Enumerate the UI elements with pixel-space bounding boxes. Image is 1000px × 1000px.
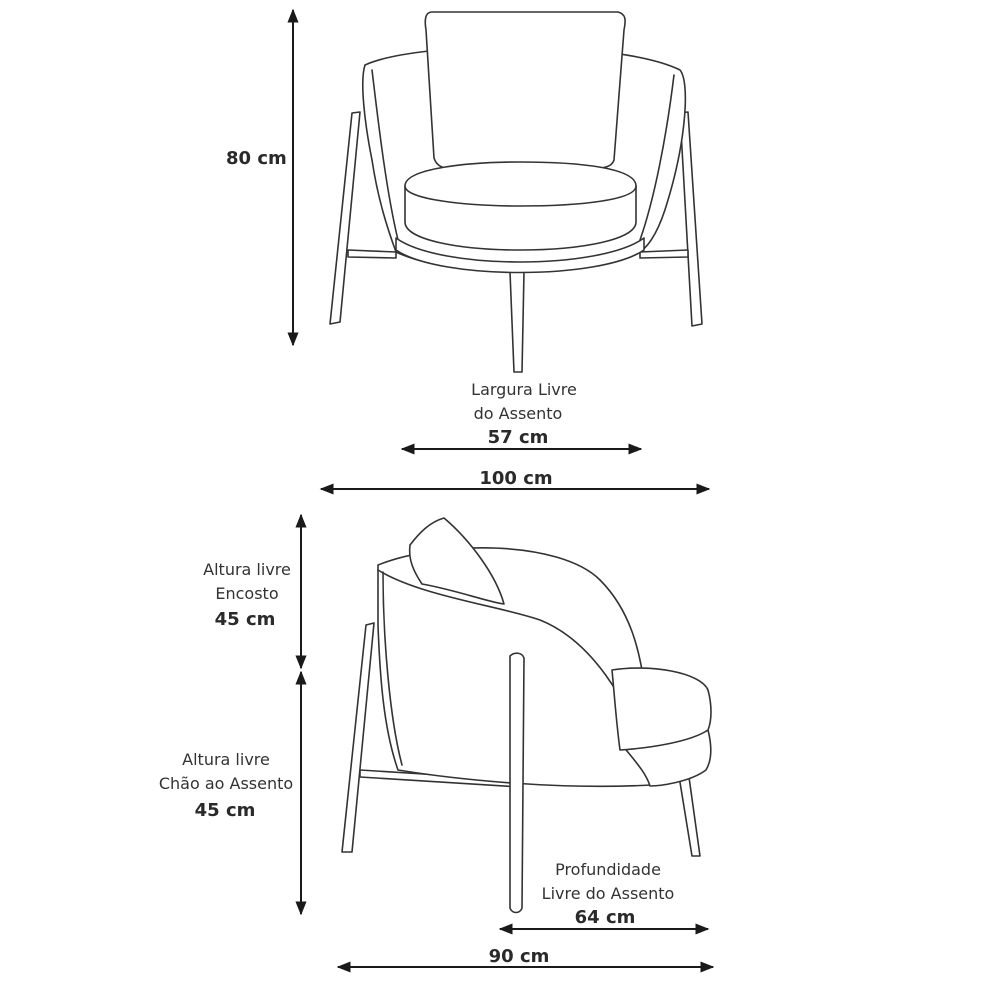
side-front-near-leg [510,653,524,912]
backrest-height-caption-line2: Encosto [215,584,279,603]
front-back-cushion [425,12,625,168]
front-center-leg [510,272,524,372]
overall-width-value: 100 cm [479,468,553,489]
seat-width-caption-line1: Largura Livre [471,380,577,399]
seat-height-caption-line2: Chão ao Assento [158,774,294,793]
front-right-frame [640,250,688,258]
side-view-chair [342,518,711,913]
height-value: 80 cm [226,148,287,169]
backrest-height-value: 45 cm [214,609,276,630]
front-back-right-leg [680,112,702,326]
front-back-left-leg [330,112,360,324]
side-back-leg [342,623,374,852]
seat-height-value: 45 cm [194,800,256,821]
overall-depth-value: 90 cm [488,946,550,967]
backrest-height-caption-line1: Altura livre [203,560,291,579]
seat-depth-caption-line2: Livre do Assento [541,884,675,903]
seat-height-caption-line1: Altura livre [182,750,270,769]
seat-depth-caption-line1: Profundidade [555,860,661,879]
front-left-frame [348,250,396,258]
seat-depth-value: 64 cm [574,907,636,928]
front-view-chair [330,12,702,372]
side-front-far-leg [678,770,700,856]
seat-width-caption-line2: do Assento [473,404,563,423]
seat-width-value: 57 cm [487,427,549,448]
